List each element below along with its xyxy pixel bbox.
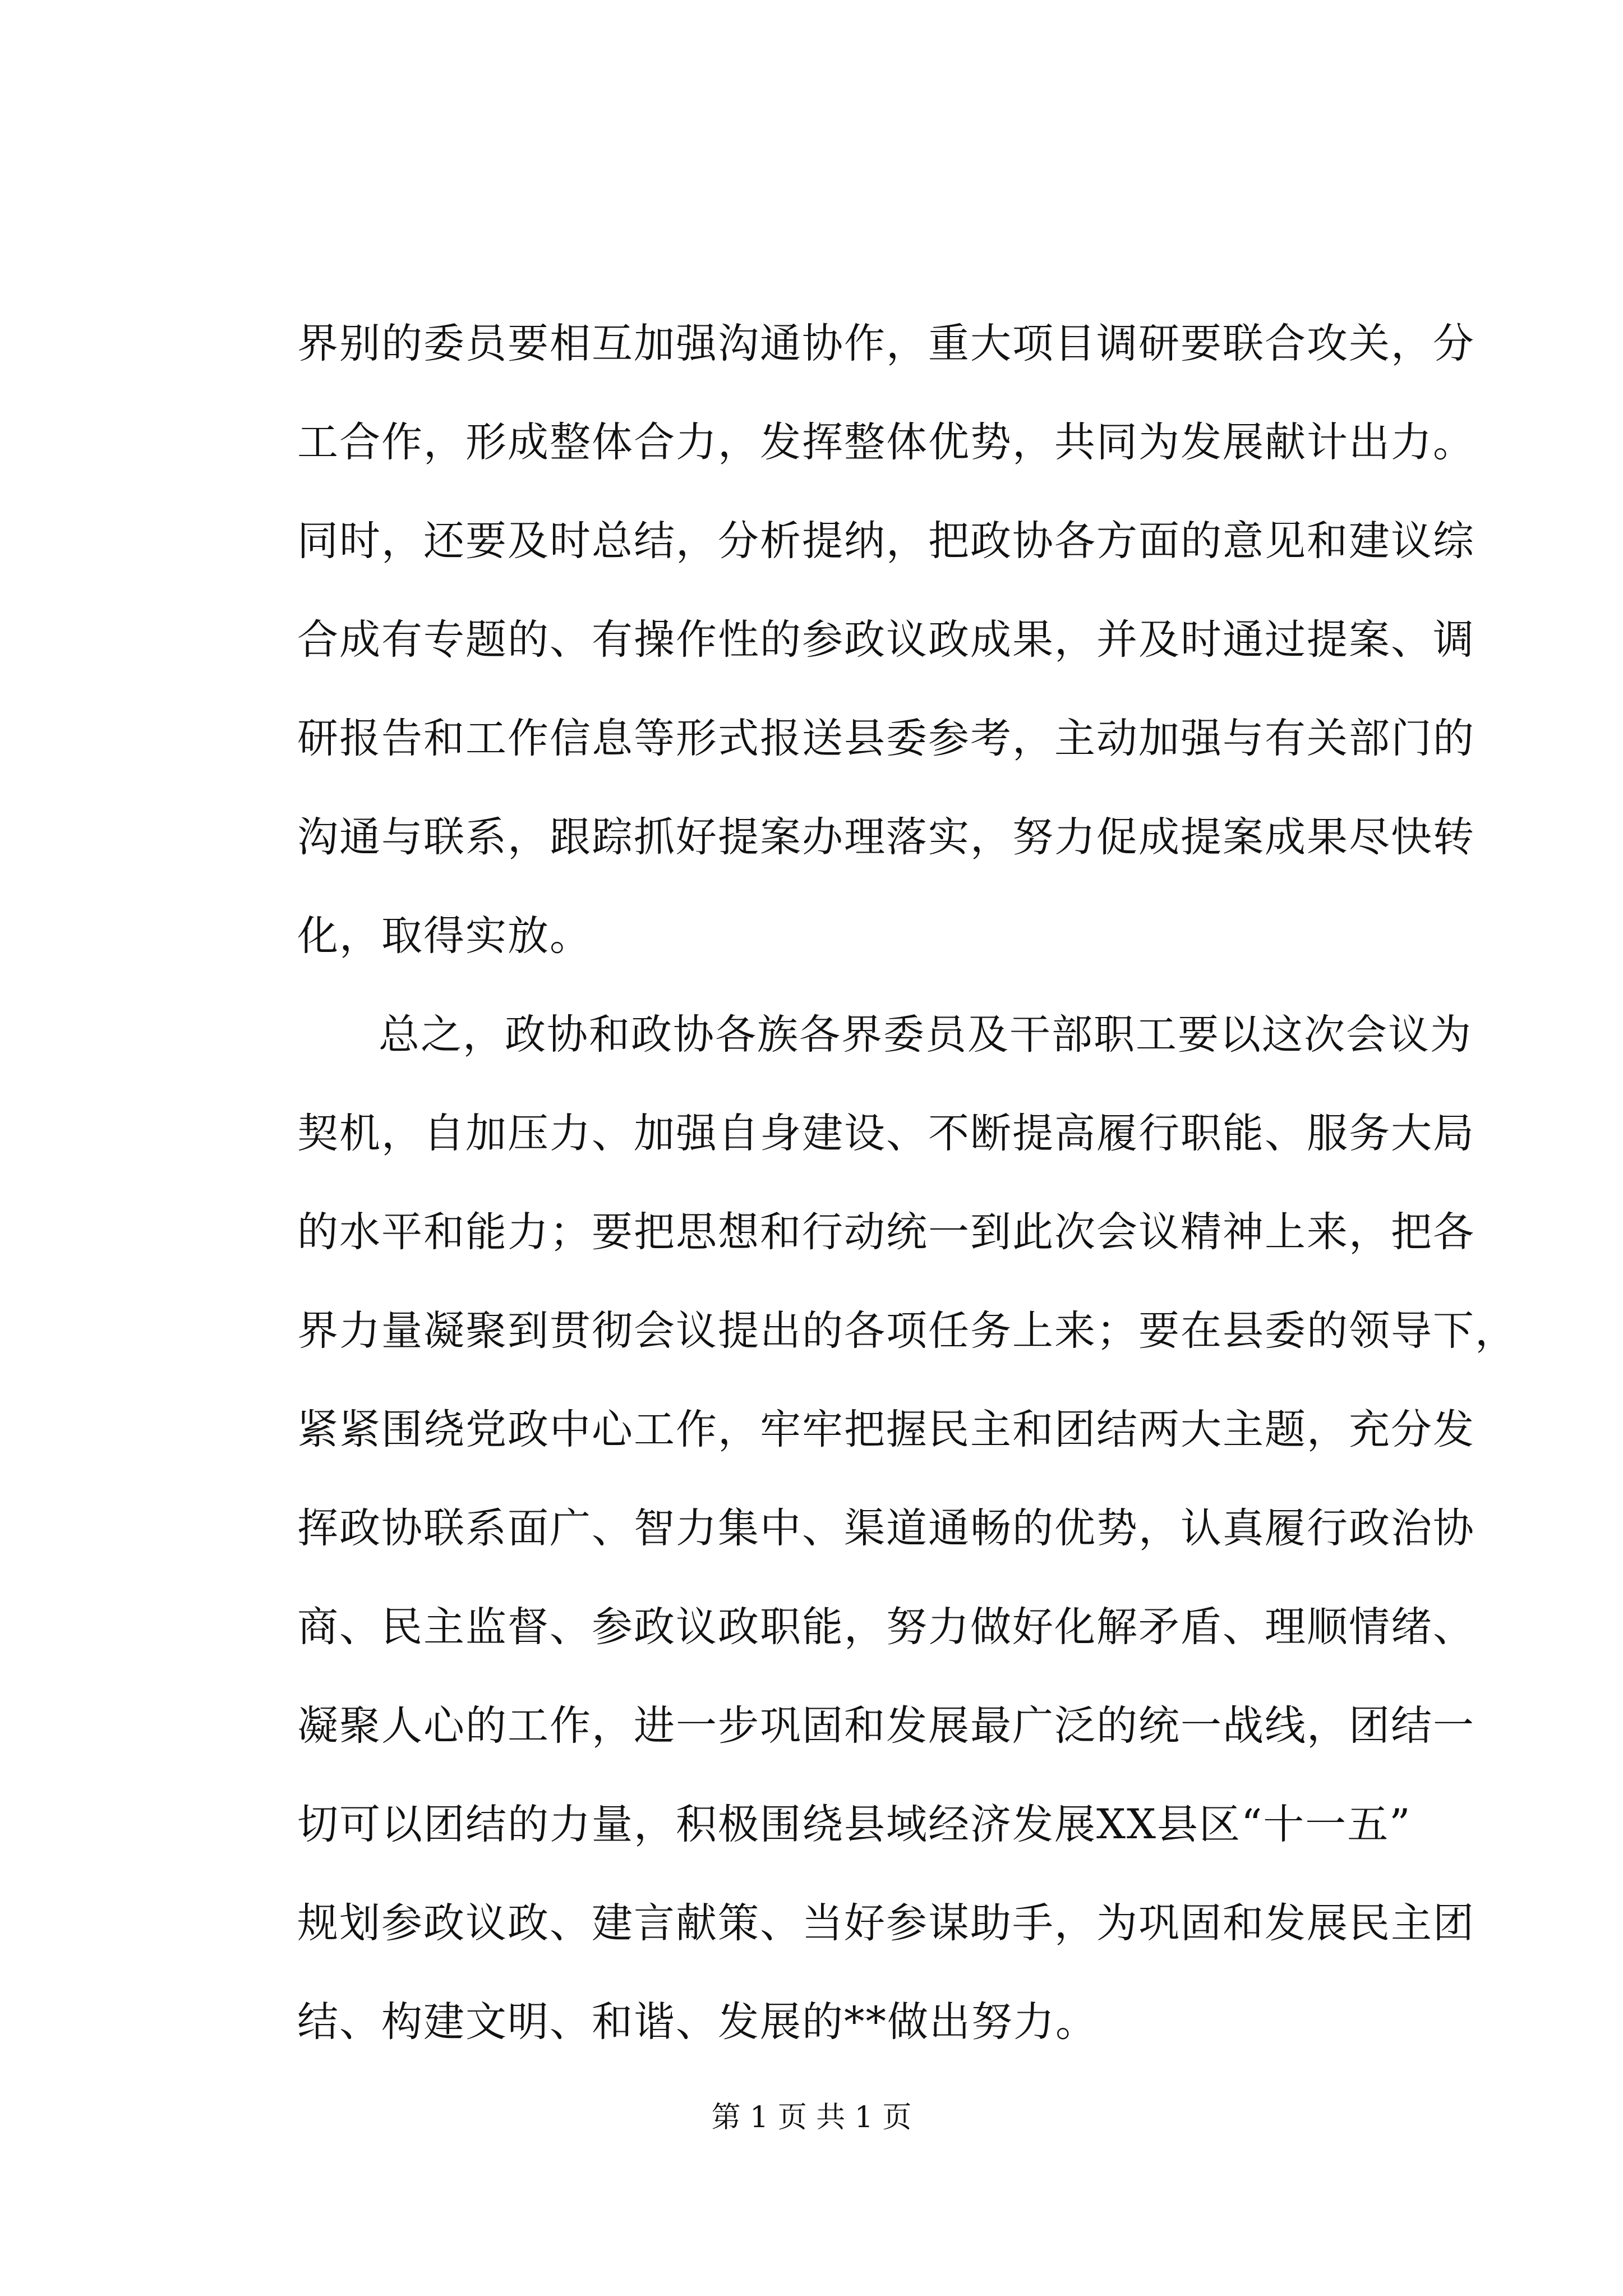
page-number-label: 第 1 页 共 1 页 — [711, 2101, 912, 2134]
text-line: 凝聚人心的工作，进一步巩固和发展最广泛的统一战线，团结一 — [297, 1702, 1475, 1750]
text-line: 研报告和工作信息等形式报送县委参考，主动加强与有关部门的 — [297, 715, 1475, 762]
paragraph-1 — [297, 295, 1475, 986]
body-text — [297, 295, 1517, 2072]
text-line: 总之，政协和政协各族各界委员及干部职工要以这次会议为 — [379, 1011, 1472, 1059]
text-line: 工合作，形成整体合力，发挥整体优势，共同为发展献计出力。 — [297, 418, 1475, 466]
text-line: 同时，还要及时总结，分析提纳，把政协各方面的意见和建议综 — [297, 517, 1475, 565]
text-line: 结、构建文明、和谐、发展的**做出努力。 — [297, 1998, 1098, 2046]
text-line: 的水平和能力；要把思想和行动统一到此次会议精神上来，把各 — [297, 1208, 1475, 1256]
text-line: 界力量凝聚到贯彻会议提出的各项任务上来；要在县委的领导下， — [297, 1307, 1517, 1355]
text-line: 化，取得实放。 — [297, 912, 592, 960]
text-line: 界别的委员要相互加强沟通协作，重大项目调研要联合攻关，分 — [297, 320, 1475, 367]
page-footer — [0, 2098, 1623, 2137]
text-line: 切可以团结的力量，积极围绕县域经济发展XX县区“十一五” — [297, 1801, 1412, 1848]
text-line: 商、民主监督、参政议政职能，努力做好化解矛盾、理顺情绪、 — [297, 1603, 1475, 1651]
text-line: 沟通与联系，跟踪抓好提案办理落实，努力促成提案成果尽快转 — [297, 813, 1475, 861]
text-line: 规划参政议政、建言献策、当好参谋助手，为巩固和发展民主团 — [297, 1899, 1475, 1947]
paragraph-2 — [297, 986, 1517, 2072]
text-line: 紧紧围绕党政中心工作，牢牢把握民主和团结两大主题，充分发 — [297, 1406, 1475, 1453]
text-line: 契机，自加压力、加强自身建设、不断提高履行职能、服务大局 — [297, 1110, 1475, 1157]
text-line: 挥政协联系面广、智力集中、渠道通畅的优势，认真履行政治协 — [297, 1504, 1475, 1552]
text-line: 合成有专题的、有操作性的参政议政成果，并及时通过提案、调 — [297, 616, 1475, 664]
